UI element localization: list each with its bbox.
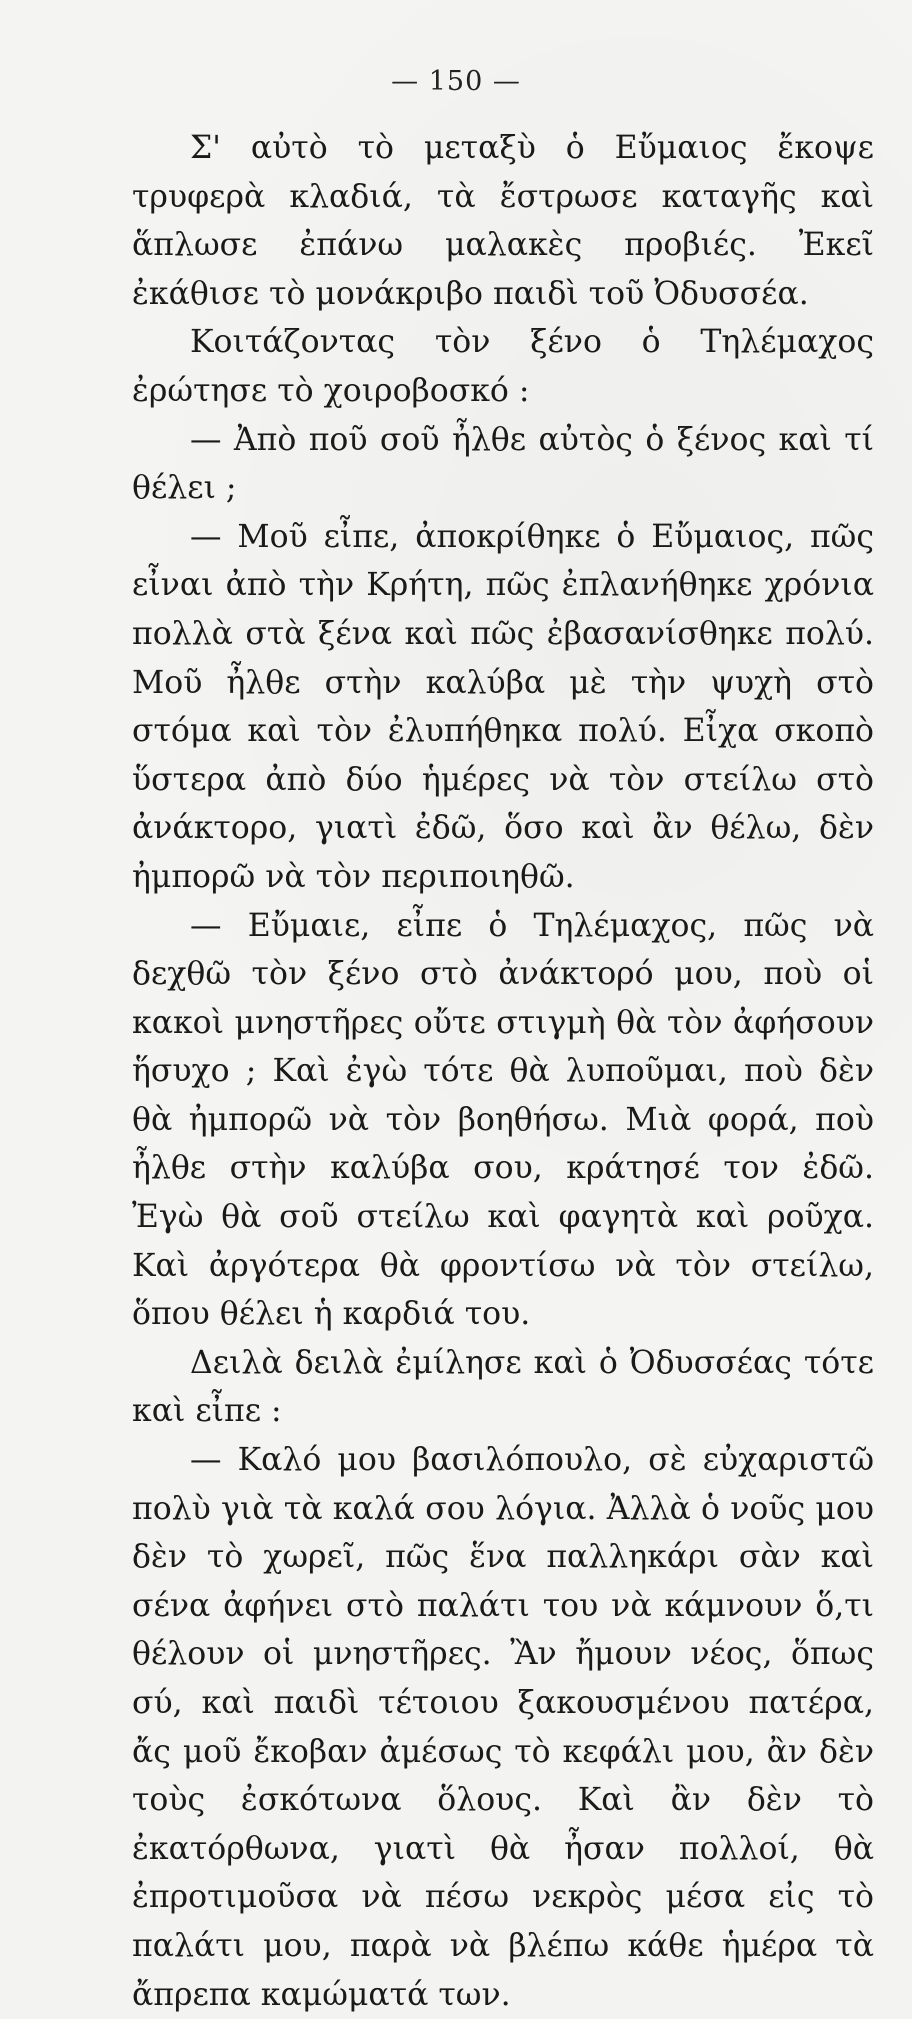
paragraph: Κοιτάζοντας τὸν ξένο ὁ Τηλέμαχος ἐρώτησε τὸ χοιροβοσκό : [132,324,874,409]
paragraph: Δειλὰ δειλὰ ἐμίλησε καὶ ὁ Ὀδυσσέας τότε καὶ εἶπε : [132,1344,874,1430]
dialogue-line: — Μοῦ εἶπε, ἀποκρίθηκε ὁ Εὔμαιος, πῶς εἶναι ἀπὸ τὴν Κρήτη, πῶς ἐπλανήθηκε χρόνια πολλὰ στὰ ξένα καὶ πῶς ἐβασανίσθηκε πολύ. Μοῦ ἦλθε στὴν καλύβα μὲ τὴν ψυχὴ στὸ στόμα καὶ τὸν ἐλυπήθηκα πολύ. Εἶχα σκοπὸ ὕστερα ἀπὸ δύο ἡμέρες νὰ τὸν στείλω στὸ ἀνάκτορο, γιατὶ ἐδῶ, ὅσο καὶ ἂν θέλω, δὲν ἠμπορῶ νὰ τὸν περιποιηθῶ. [132,518,874,895]
dialogue-line: — Εὔμαιε, εἶπε ὁ Τηλέμαχος, πῶς νὰ δεχθῶ τὸν ξένο στὸ ἀνάκτορό μου, ποὺ οἱ κακοὶ μνηστῆρες οὔτε στιγμὴ θὰ τὸν ἀφήσουν ἥσυχο ; Καὶ ἐγὼ τότε θὰ λυποῦμαι, ποὺ δὲν θὰ ἠμπορῶ νὰ τὸν βοηθήσω. Μιὰ φορά, ποὺ ἦλθε στὴν καλύβα σου, κράτησέ τον ἐδῶ. Ἐγὼ θὰ σοῦ στείλω καὶ φαγητὰ καὶ ροῦχα. Καὶ ἀργότερα θὰ φροντίσω νὰ τὸν στείλω, ὅπου θέλει ἡ καρδιά του. [132,907,874,1333]
body-text [132,124,874,2019]
dialogue-line: — Ἀπὸ ποῦ σοῦ ἦλθε αὐτὸς ὁ ξένος καὶ τί θέλει ; [132,421,874,507]
dialogue-line: — Καλό μου βασιλόπουλο, σὲ εὐχαριστῶ πολὺ γιὰ τὰ καλά σου λόγια. Ἀλλὰ ὁ νοῦς μου δὲν τὸ χωρεῖ, πῶς ἕνα παλληκάρι σὰν καὶ σένα ἀφήνει στὸ παλάτι του νὰ κάμνουν ὅ,τι θέλουν οἱ μνηστῆρες. Ἂν ἤμουν νέος, ὅπως σύ, καὶ παιδὶ τέτοιου ξακουσμένου πατέρα, ἄς μοῦ ἔκοβαν ἀμέσως τὸ κεφάλι μου, ἂν δὲν τοὺς ἐσκότωνα ὅλους. Καὶ ἂν δὲν τὸ ἐκατόρθωνα, γιατὶ θὰ ἦσαν πολλοί, θὰ ἐπροτιμοῦσα νὰ πέσω νεκρὸς μέσα εἰς τὸ παλάτι μου, παρὰ νὰ βλέπω κάθε ἡμέρα τὰ ἄπρεπα καμώματά των. [132,1442,874,2013]
paragraph: Σ' αὐτὸ τὸ μεταξὺ ὁ Εὔμαιος ἔκοψε τρυφερὰ κλαδιά, τὰ ἔστρωσε καταγῆς καὶ ἅπλωσε ἐπάνω μαλακὲς προβιές. Ἐκεῖ ἐκάθισε τὸ μονάκριβο παιδὶ τοῦ Ὀδυσσέα. [132,130,874,312]
page-number: — 150 — [391,66,521,97]
